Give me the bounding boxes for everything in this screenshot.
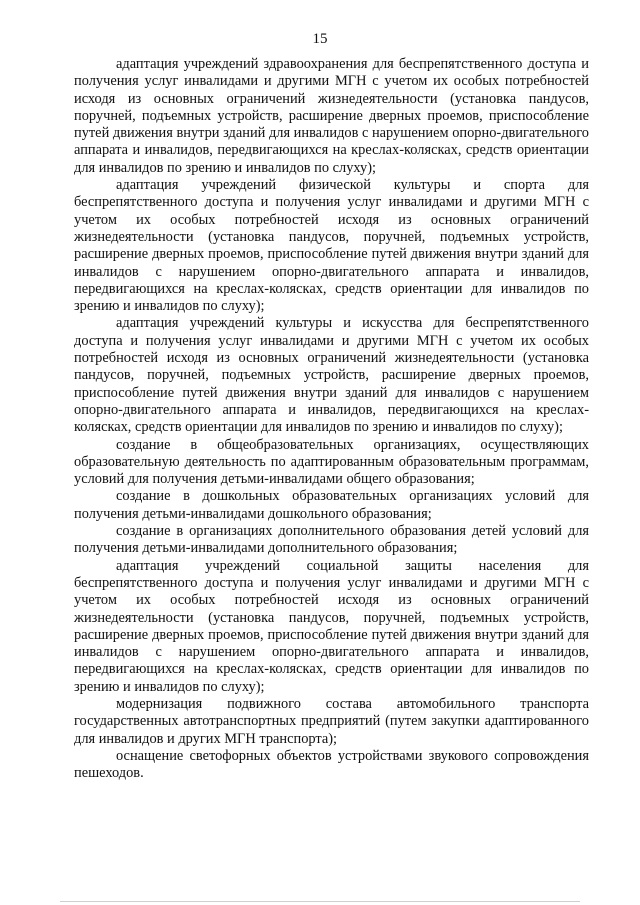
paragraph-social-protection-adaptation: адаптация учреждений социальной защиты населения для беспрепятственного доступа и получения услуг инвалидами и другими МГН с учетом их особых потребностей исходя из основных ограничений жизнедеятельности (установка пандусов, поручней, подъемных устройств, расширение дверных проемов, приспособление путей движения внутри зданий для инвалидов с нарушением опорно-двигательного аппарата и инвалидов, передвигающихся на креслах-колясках, средств ориентации для инвалидов по зрению и инвалидов по слуху); [74,557,589,695]
paragraph-transport-modernization: модернизация подвижного состава автомобильного транспорта государственных автотранспортных предприятий (путем закупки адаптированного для инвалидов и других МГН транспорта); [74,695,589,747]
page-number: 15 [312,31,328,47]
paragraph-additional-education: создание в организациях дополнительного образования детей условий для получения детьми-инвалидами дополнительного образования; [74,523,589,557]
document-body [74,56,589,782]
paragraph-traffic-lights-equipment: оснащение светофорных объектов устройствами звукового сопровождения пешеходов. [74,747,589,782]
bottom-edge-line [60,901,580,902]
paragraph-sports-adaptation: адаптация учреждений физической культуры и спорта для беспрепятственного доступа и получения услуг инвалидами и другими МГН с учетом их особых потребностей исходя из основных ограничений жизнедеятельности (установка пандусов, поручней, подъемных устройств, расширение дверных проемов, приспособление путей движения внутри зданий для инвалидов с нарушением опорно-двигательного аппарата и инвалидов, передвигающихся на креслах-колясках, средств ориентации для инвалидов по зрению и инвалидов по слуху); [74,177,589,315]
paragraph-healthcare-adaptation: адаптация учреждений здравоохранения для беспрепятственного доступа и получения услуг инвалидами и другими МГН с учетом их особых потребностей исходя из основных ограничений жизнедеятельности (установка пандусов, поручней, подъемных устройств, расширение дверных проемов, приспособление путей движения внутри зданий для инвалидов с нарушением опорно-двигательного аппарата и инвалидов, передвигающихся на креслах-колясках, средств ориентации для инвалидов по зрению и инвалидов по слуху); [74,56,589,176]
paragraph-general-education: создание в общеобразовательных организациях, осуществляющих образовательную деятельность по адаптированным образовательным программам, условий для получения детьми-инвалидами общего образования; [74,436,589,488]
paragraph-culture-adaptation: адаптация учреждений культуры и искусства для беспрепятственного доступа и получения услуг инвалидами и другими МГН с учетом их особых потребностей исходя из основных ограничений жизнедеятельности (установка пандусов, поручней, подъемных устройств, расширение дверных проемов, приспособление путей движения внутри зданий для инвалидов с нарушением опорно-двигательного аппарата и инвалидов, передвигающихся на креслах-колясках, средств ориентации для инвалидов по зрению и инвалидов по слуху); [74,315,589,436]
paragraph-preschool-education: создание в дошкольных образовательных организациях условий для получения детьми-инвалидами дошкольного образования; [74,488,589,522]
